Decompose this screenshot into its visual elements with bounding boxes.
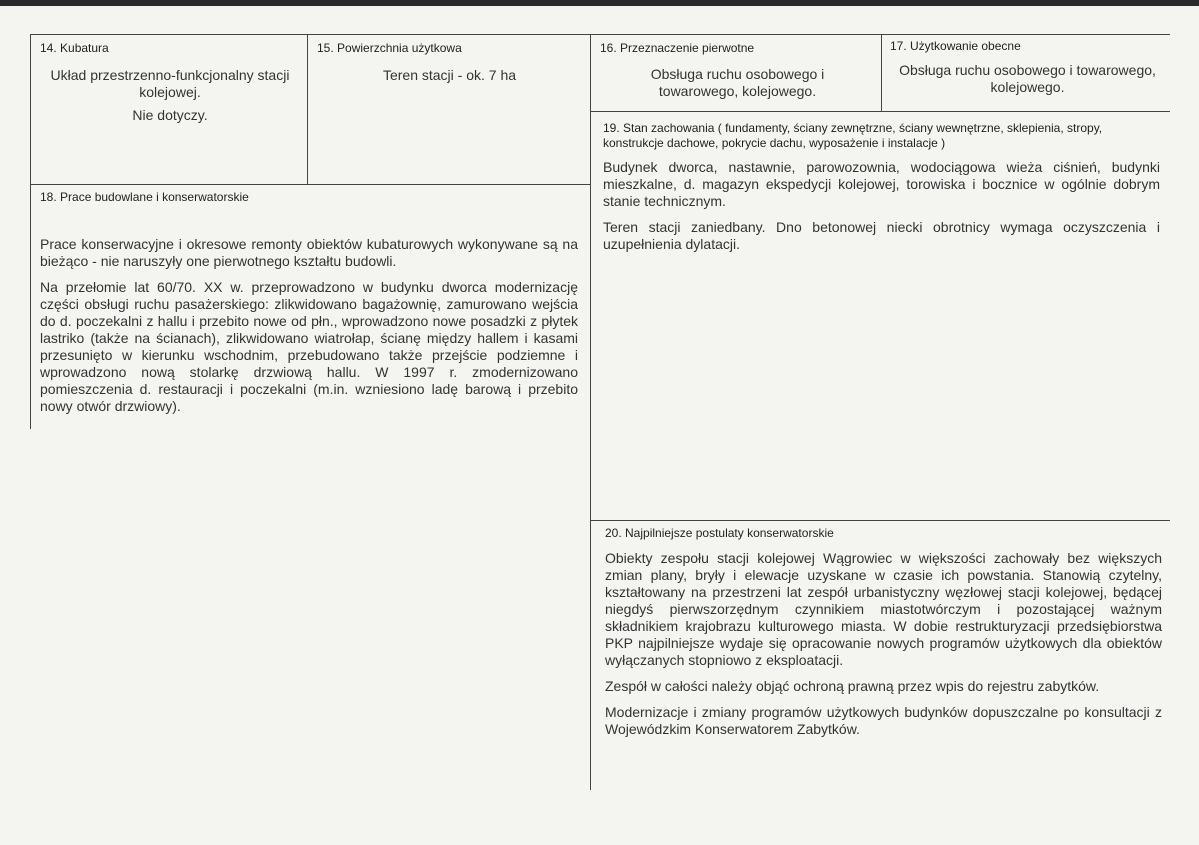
section-text: Teren stacji - ok. 7 ha [382,67,517,83]
rule-col-left [30,34,31,429]
section-paragraph: Teren stacji zaniedbany. Dno betonowej niecki obrotnicy wymaga oczyszczenia i uzupełnienia dylatacji. [603,219,1160,252]
section-text: Nie dotyczy. [132,107,208,123]
section-paragraph: Modernizacje i zmiany programów użytkowych budynków dopuszczalne po konsultacji z Wojewódzkim Konserwatorem Zabytków. [605,704,1162,737]
section-paragraph: Zespół w całości należy objąć ochroną prawną przez wpis do rejestru zabytków. [605,678,1100,694]
section-prace [40,190,578,424]
rule-col-14-15 [307,34,308,184]
section-title: 20. Najpilniejsze postulaty konserwatorskie [605,526,834,540]
section-text: Obsługa ruchu osobowego i towarowego, kolejowego. [899,62,1156,95]
section-paragraph: Na przełomie lat 60/70. XX w. przeprowadzono w budynku dworca modernizację części obsługi ruchu pasażerskiego: zlikwidowano bagażownię, zamurowano wejścia do d. poczekalni z hallu i przebito nowe od płn., wprowadzono nowe posadzki z płytek lastriko (także na ścianach), zlikwidowano wiatrołap, ścianę między hallem i kasami przesunięto w kierunku wschodnim, przebudowano także przejście podziemne i wprowadzono nową stolarkę drzwiową hallu. W 1997 r. zmodernizowano pomieszczenia d. restauracji i poczekalni (m.in. wzniesiono ladę barową i przebito nowy otwór drzwiowy). [40,279,578,414]
scan-top-edge [0,0,1199,6]
section-paragraph: Obiekty zespołu stacji kolejowej Wągrowiec w większości zachowały bez większych zmian plany, bryły i elewacje uzyskane w czasie ich powstania. Stanowią czytelny, kształtowany na przestrzeni lat zespół urbanistyczny węzłowej stacji kolejowej, będącej niegdyś pierwszorzędnym czynnikiem miastotwórczym i pozostającej ważnym składnikiem krajobrazu kulturowego miasta. W dobie restrukturyzacji przedsiębiorstwa PKP najpilniejsze wydaje się opracowanie nowych programów użytkowych dla obiektów wyłączanych stopniowo z eksploatacji. [605,550,1162,668]
section-uzytkowanie [890,39,1165,96]
section-stan [603,121,1160,262]
section-przeznaczenie [600,41,875,100]
section-postulaty [605,526,1162,747]
rule-top [30,34,1170,35]
section-paragraph: Prace konserwacyjne i okresowe remonty obiektów kubaturowych wykonywane są na bieżąco - nie naruszyły one pierwotnego kształtu budowli. [40,236,578,269]
section-powierzchnia [317,41,582,84]
section-title: 18. Prace budowlane i konserwatorskie [40,190,249,204]
section-title: 19. Stan zachowania ( fundamenty, ściany zewnętrzne, ściany wewnętrzne, sklepienia, stropy, konstrukcje dachowe, pokrycie dachu, wyposażenie i instalacje ) [603,121,1103,150]
section-title: 14. Kubatura [40,41,109,55]
rule-above-18 [30,184,590,185]
rule-col-mid [590,34,591,790]
section-title: 16. Przeznaczenie pierwotne [600,41,755,55]
section-text: Obsługa ruchu osobowego i towarowego, kolejowego. [650,66,825,99]
section-title: 17. Użytkowanie obecne [890,39,1021,53]
section-title: 15. Powierzchnia użytkowa [317,41,462,55]
rule-col-16-17 [881,34,882,111]
section-paragraph: Budynek dworca, nastawnie, parowozownia, wodociągowa wieża ciśnień, budynki mieszkalne, d. magazyn ekspedycji kolejowej, torowiska i bocznice w ogólnie dobrym stanie technicznym. [603,159,1160,209]
rule-under-16-17 [590,111,1170,112]
section-text: Układ przestrzenno-funkcjonalny stacji kolejowej. [50,67,290,100]
rule-above-20 [590,520,1170,521]
section-kubatura [40,41,300,124]
